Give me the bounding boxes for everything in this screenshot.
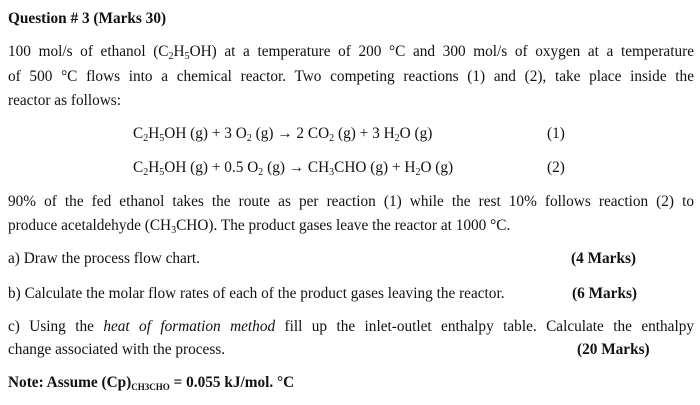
reaction-1-number: (1) bbox=[547, 125, 565, 142]
reaction-1-equation: $C_2H_5OH$ (g) + 3 $O_2$ (g) → 2 $CO_2$ (g) + 3 $H_2O$ (g) bbox=[133, 125, 433, 144]
intro-line-3: reactor as follows: bbox=[8, 92, 121, 109]
part-a-marks: (4 Marks) bbox=[571, 250, 636, 267]
part-a-text: a) Draw the process flow chart. bbox=[8, 250, 200, 267]
intro-line-2: of 500 °C flows into a chemical reactor. Two competing reactions (1) and (2), take place inside the bbox=[8, 68, 694, 85]
question-heading: Question # 3 (Marks 30) bbox=[8, 10, 167, 27]
part-c-line-2: change associated with the process. bbox=[8, 341, 226, 358]
part-c-marks: (20 Marks) bbox=[577, 341, 650, 358]
note-line: Note: Assume $(Cp)_{CH3CHO} = 0.055$ kJ/mol. °C bbox=[8, 374, 295, 392]
part-b-marks: (6 Marks) bbox=[572, 285, 637, 302]
reaction-2-number: (2) bbox=[547, 159, 565, 176]
intro-line-1: 100 mol/s of ethanol $(C_2H_5OH)$ at a temperature of 200 °C and 300 mol/s of oxygen at a temperature bbox=[8, 43, 694, 62]
route-line-2: produce acetaldehyde $(CH_3CHO)$. The product gases leave the reactor at 1000 °C. bbox=[8, 217, 511, 236]
route-line-1: 90% of the fed ethanol takes the route as per reaction (1) while the rest 10% follows reaction (2) to bbox=[8, 193, 694, 210]
part-b-text: b) Calculate the molar flow rates of each of the product gases leaving the reactor. bbox=[8, 285, 505, 302]
reaction-2-equation: $C_2H_5OH$ (g) + 0.5 $O_2$ $(g) \to CH_3CHO$ $(g) + H_2O$ (g) bbox=[133, 159, 454, 178]
part-c-line-1: c) Using the heat of formation method fill up the inlet-outlet enthalpy table. Calculate the enthalpy bbox=[8, 318, 694, 335]
